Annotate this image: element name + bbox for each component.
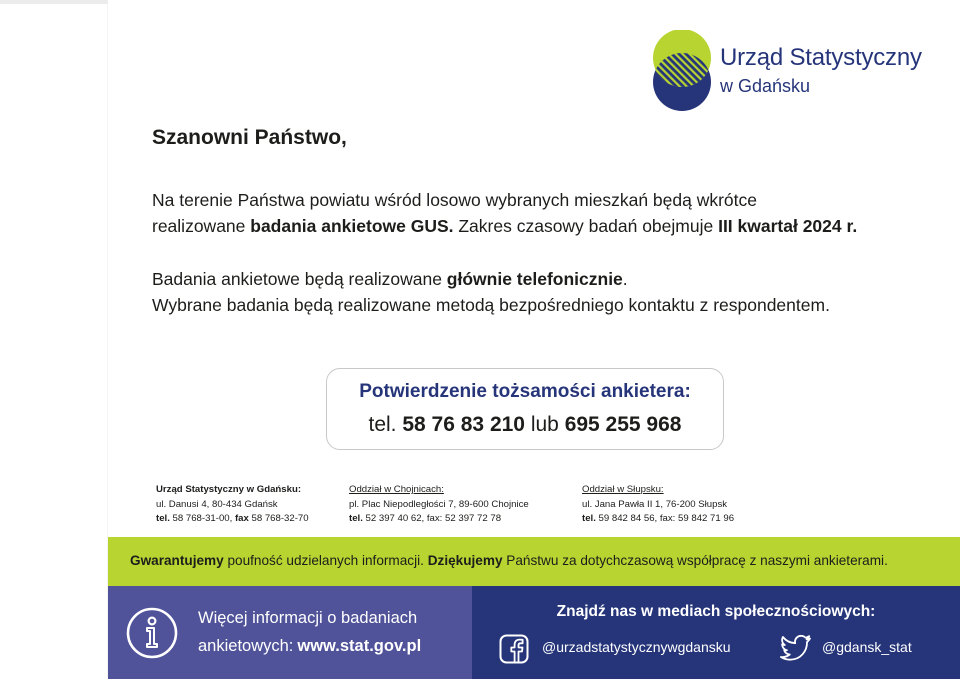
left-margin (0, 0, 108, 679)
or-text: lub (524, 413, 565, 436)
office-contact (349, 512, 529, 527)
text-segment: Badania ankietowe będą realizowane (152, 269, 447, 289)
text-segment: realizowane (152, 216, 251, 236)
confirmation-title: Potwierdzenie tożsamości ankietera: (359, 381, 691, 402)
confidentiality-banner (108, 537, 960, 586)
banner-text (130, 553, 888, 568)
office-address: ul. Danusi 4, 80-434 Gdańsk (156, 498, 278, 510)
tel-label: tel. (349, 513, 363, 524)
office-slupsk (582, 483, 734, 527)
office-title: Oddział w Słupsku: (582, 484, 664, 495)
text-segment: Zakres czasowy badań obejmuje (453, 216, 719, 236)
info-icon (125, 606, 179, 660)
logo-subtitle: w Gdańsku (720, 76, 811, 96)
facebook-icon[interactable] (499, 634, 529, 664)
paragraph-line: Wybrane badania będą realizowane metodą bezpośredniego kontaktu z respondentem. (152, 295, 830, 315)
tel-value: 59 842 84 56, fax: 59 842 71 96 (595, 513, 735, 524)
paragraph-line (152, 213, 857, 239)
paragraph-survey-info (152, 187, 857, 239)
text-segment: ankietowych: (198, 637, 294, 655)
office-chojnice (349, 483, 529, 527)
office-address: ul. Jana Pawła II 1, 76-200 Słupsk (582, 498, 728, 510)
greeting: Szanowni Państwo, (152, 126, 347, 149)
bold-segment: głównie telefonicznie (446, 269, 623, 289)
tel-label: tel. (156, 513, 170, 524)
logo-title: Urząd Statystyczny (720, 44, 922, 71)
top-edge-strip (0, 0, 108, 4)
social-title: Znajdź nas w mediach społecznościowych: (556, 603, 876, 620)
tel-prefix: tel. (368, 413, 403, 436)
website-link[interactable]: www.stat.gov.pl (297, 637, 422, 655)
info-text: Więcej informacji o badaniach (198, 609, 418, 627)
more-info-panel (108, 586, 472, 679)
fax-value: 58 768-32-70 (248, 513, 309, 524)
bold-segment: III kwartał 2024 r. (718, 216, 858, 236)
office-contact (582, 512, 734, 527)
text-segment: . (622, 269, 628, 289)
confirmation-phones (327, 413, 723, 437)
office-title: Urząd Statystyczny w Gdańsku: (156, 484, 302, 495)
phone-number-mobile[interactable]: 695 255 968 (564, 413, 682, 436)
twitter-icon[interactable] (780, 634, 812, 662)
paragraph-survey-method (152, 266, 830, 318)
text-segment: Państwu za dotychczasową współpracę z naszymi ankieterami. (502, 553, 888, 568)
bold-segment: Gwarantujemy (130, 553, 224, 568)
twitter-handle[interactable]: @gdansk_stat (822, 639, 912, 655)
bold-segment: Dziękujemy (427, 553, 503, 568)
tel-label: tel. (582, 513, 596, 524)
office-title: Oddział w Chojnicach: (349, 484, 444, 495)
tel-value: 52 397 40 62, fax: 52 397 72 78 (362, 513, 502, 524)
phone-number-primary[interactable]: 58 76 83 210 (402, 413, 525, 436)
paragraph-line (152, 266, 830, 292)
identity-confirmation-box (326, 368, 724, 450)
info-text (198, 637, 421, 656)
facebook-handle[interactable]: @urzadstatystycznywgdansku (542, 639, 731, 655)
paragraph-line: Na terenie Państwa powiatu wśród losowo wybranych mieszkań będą wkrótce (152, 190, 758, 210)
text-segment: poufność udzielanych informacji. (223, 553, 428, 568)
office-gdansk (156, 483, 309, 527)
tel-value: 58 768-31-00, (169, 513, 235, 524)
office-contact (156, 512, 309, 527)
fax-label: fax (234, 513, 249, 524)
social-media-panel (472, 586, 960, 679)
office-logo (650, 30, 940, 114)
office-address: pl. Plac Niepodległości 7, 89-600 Chojnice (349, 498, 529, 510)
bold-segment: badania ankietowe GUS. (250, 216, 454, 236)
logo-emblem-icon (650, 30, 714, 114)
